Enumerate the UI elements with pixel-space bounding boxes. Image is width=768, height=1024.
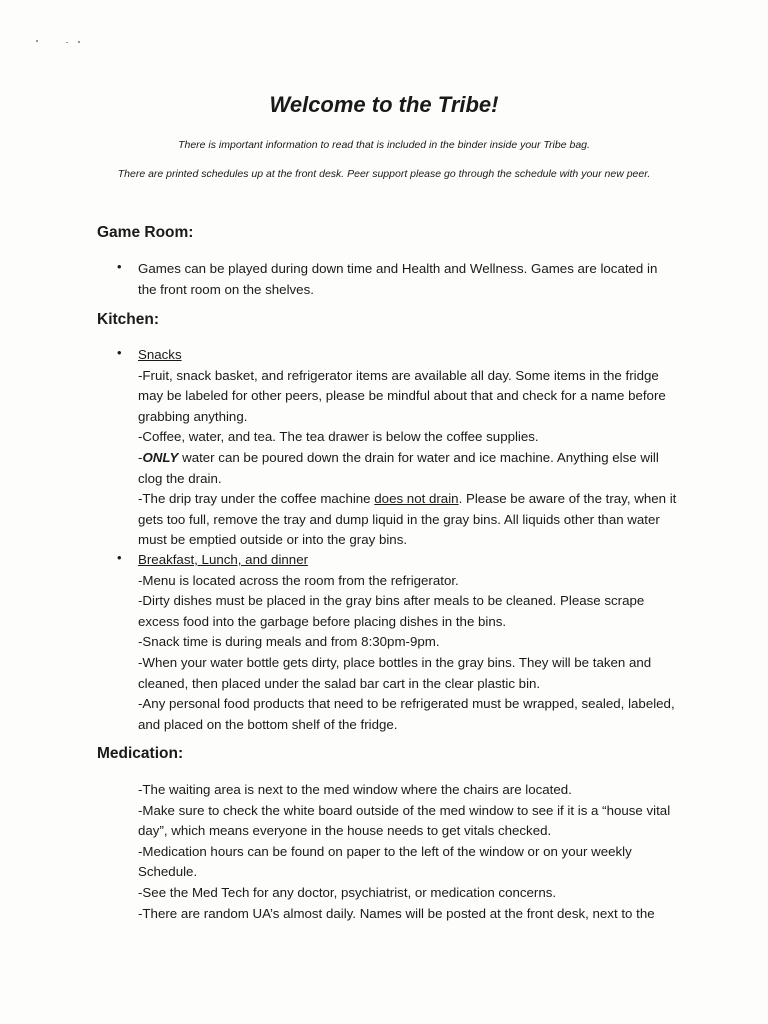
meals-line: -Dirty dishes must be placed in the gray bins after meals to be cleaned. Please scrape excess food into the garbage before placing dishes in the bins. (138, 593, 645, 629)
medication-line: -There are random UA’s almost daily. Names will be posted at the front desk, next to the (138, 905, 655, 921)
intro-line-schedules: There are printed schedules up at the front desk. Peer support please go through the schedule with your new peer. (117, 168, 651, 180)
meals-line: -Snack time is during meals and from 8:30pm-9pm. (138, 634, 440, 650)
scan-speck (36, 40, 38, 42)
snacks-label: Snacks (138, 347, 182, 362)
snacks-line-drip-tray (138, 489, 678, 551)
bullet-icon: • (117, 259, 122, 274)
medication-block (138, 780, 678, 924)
scan-speck (66, 42, 68, 43)
medication-line: -See the Med Tech for any doctor, psychiatrist, or medication concerns. (138, 884, 557, 900)
section-heading-medication: Medication: (97, 745, 184, 762)
snacks-line-only-water (138, 448, 678, 489)
medication-line: -The waiting area is next to the med window where the chairs are located. (138, 782, 572, 797)
section-heading-kitchen: Kitchen: (97, 311, 159, 328)
line-start: -The drip tray under the coffee machine (138, 491, 375, 507)
line-rest: water can be poured down the drain for water and ice machine. Anything else will clog the drain. (138, 449, 659, 486)
medication-line: -Medication hours can be found on paper to the left of the window or on your weekly Schedule. (138, 843, 632, 880)
meals-label: Breakfast, Lunch, and dinner (138, 552, 309, 567)
medication-line: -Make sure to check the white board outside of the med window to see if it is a “house vital day”, which means everyone in the house needs to get vitals checked. (138, 802, 671, 839)
snacks-block (138, 345, 678, 551)
does-not-drain-underline: does not drain (374, 491, 459, 507)
meals-line: -When your water bottle gets dirty, place bottles in the gray bins. They will be taken and cleaned, then placed under the salad bar cart in the clear plastic bin. (138, 654, 652, 691)
line-rest: . Please be aware of the tray, when it gets too full, remove the tray and dump liquid in the gray bins. All liquids other than water must be emptied outside or into the gray bins. (138, 491, 677, 548)
only-emphasis: ONLY (142, 449, 179, 465)
section-heading-game-room: Game Room: (97, 224, 194, 241)
game-room-text: Games can be played during down time and Health and Wellness. Games are located in the front room on the shelves. (138, 261, 658, 297)
game-room-bullet (138, 259, 678, 300)
intro-line-binder: There is important information to read that is included in the binder inside your Tribe bag. (178, 139, 590, 151)
bullet-icon: • (117, 345, 122, 360)
line-prefix: - (138, 449, 143, 465)
meals-line: -Any personal food products that need to be refrigerated must be wrapped, sealed, labeled, and placed on the bottom shelf of the fridge. (138, 696, 675, 732)
page-title: Welcome to the Tribe! (269, 92, 499, 117)
meals-line: -Menu is located across the room from the refrigerator. (138, 572, 459, 588)
snacks-line: -Fruit, snack basket, and refrigerator items are available all day. Some items in the fridge may be labeled for other peers, please be mindful about that and check for a name before grabbing anything. (138, 367, 666, 424)
scan-speck (78, 41, 80, 43)
meals-block (138, 550, 678, 735)
bullet-icon: • (117, 550, 122, 565)
snacks-line: -Coffee, water, and tea. The tea drawer is below the coffee supplies. (138, 429, 539, 445)
